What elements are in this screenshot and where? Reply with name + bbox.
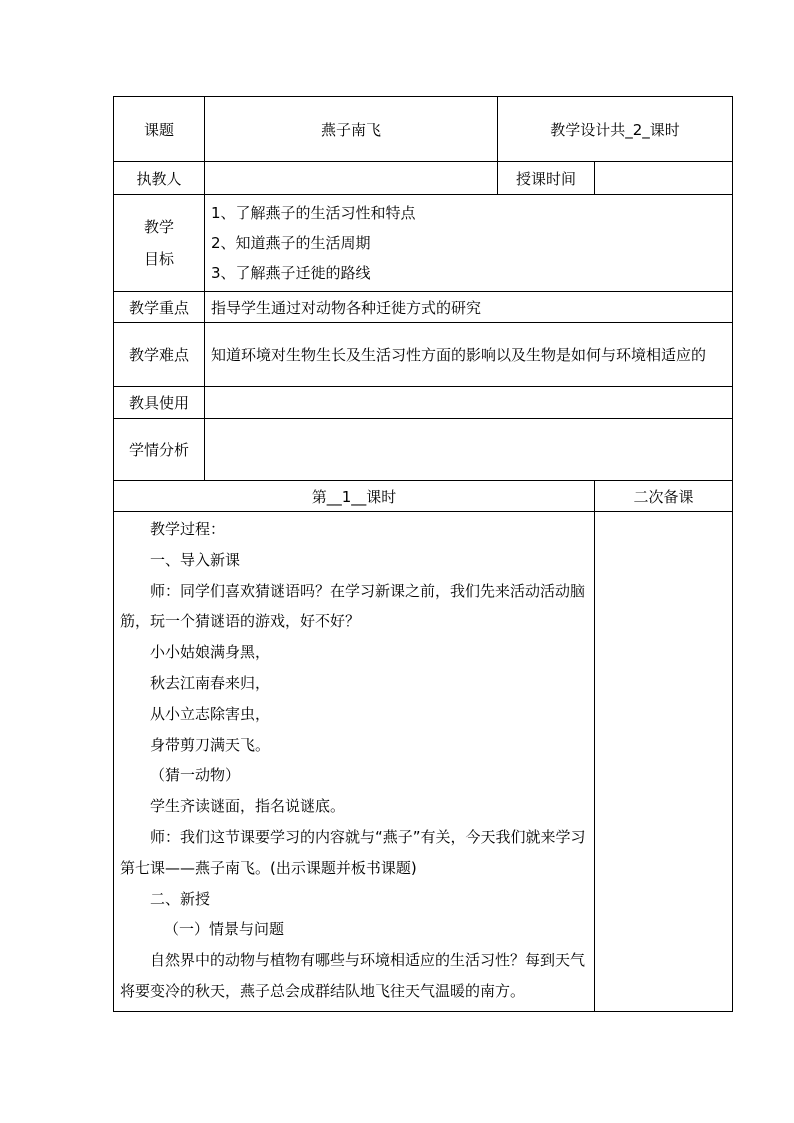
tools-value bbox=[205, 387, 733, 419]
process-line: 一、导入新课 bbox=[150, 550, 241, 569]
process-line: 秋去江南春来归， bbox=[150, 673, 271, 692]
design-info: 教学设计共_2_课时 bbox=[498, 97, 733, 162]
goal-item: 1、了解燕子的生活习性和特点 bbox=[211, 204, 416, 222]
topic-value: 燕子南飞 bbox=[205, 97, 498, 162]
process-line: 小小姑娘满身黑， bbox=[150, 643, 271, 662]
process-row bbox=[114, 512, 733, 1012]
goal-item: 3、了解燕子迁徙的路线 bbox=[211, 264, 371, 282]
tools-label: 教具使用 bbox=[114, 387, 205, 419]
session-title: 第__1__课时 bbox=[114, 481, 595, 512]
goals-label bbox=[114, 195, 205, 292]
difficulty-row bbox=[114, 323, 733, 387]
process-line: 从小立志除害虫， bbox=[150, 704, 271, 723]
topic-label: 课题 bbox=[114, 97, 205, 162]
difficulty-label: 教学难点 bbox=[114, 323, 205, 387]
analysis-row bbox=[114, 419, 733, 481]
goals-row bbox=[114, 195, 733, 292]
analysis-value bbox=[205, 419, 733, 481]
teacher-row bbox=[114, 162, 733, 195]
process-line: 二、新授 bbox=[150, 889, 211, 908]
session-row bbox=[114, 481, 733, 512]
focus-label: 教学重点 bbox=[114, 292, 205, 323]
time-value bbox=[595, 162, 733, 195]
process-line: 身带剪刀满天飞。 bbox=[150, 735, 271, 754]
time-label: 授课时间 bbox=[498, 162, 595, 195]
difficulty-text: 知道环境对生物生长及生活习性方面的影响以及生物是如何与环境相适应的 bbox=[205, 323, 733, 387]
teacher-value bbox=[205, 162, 498, 195]
goal-item: 2、知道燕子的生活周期 bbox=[211, 234, 371, 252]
backup-notes bbox=[595, 512, 733, 1012]
focus-text: 指导学生通过对动物各种迁徙方式的研究 bbox=[205, 292, 733, 323]
goals-label-line1: 教学 bbox=[143, 218, 174, 236]
process-line: 教学过程： bbox=[150, 520, 226, 538]
goals-label-line2: 目标 bbox=[143, 250, 174, 268]
goals-content bbox=[205, 195, 733, 292]
focus-row bbox=[114, 292, 733, 323]
lesson-plan-table bbox=[113, 96, 733, 1012]
process-line: 师：我们这节课要学习的内容就与“燕子”有关，今天我们就来学习第七课——燕子南飞。(出示课题并板书课题) bbox=[120, 827, 586, 877]
process-line: 自然界中的动物与植物有哪些与环境相适应的生活习性？每到天气将要变冷的秋天，燕子总会成群结队地飞往天气温暖的南方。 bbox=[120, 951, 586, 1000]
process-line: 学生齐读谜面，指名说谜底。 bbox=[150, 797, 346, 816]
teacher-label: 执教人 bbox=[114, 162, 205, 195]
process-content bbox=[114, 512, 595, 1012]
process-line: （猜一动物） bbox=[150, 766, 241, 785]
tools-row bbox=[114, 387, 733, 419]
process-line: （一）情景与问题 bbox=[164, 920, 285, 939]
backup-label: 二次备课 bbox=[595, 481, 733, 512]
analysis-label: 学情分析 bbox=[114, 419, 205, 481]
process-line: 师：同学们喜欢猜谜语吗？在学习新课之前，我们先来活动活动脑筋，玩一个猜谜语的游戏，好不好？ bbox=[120, 581, 586, 631]
topic-row bbox=[114, 97, 733, 162]
